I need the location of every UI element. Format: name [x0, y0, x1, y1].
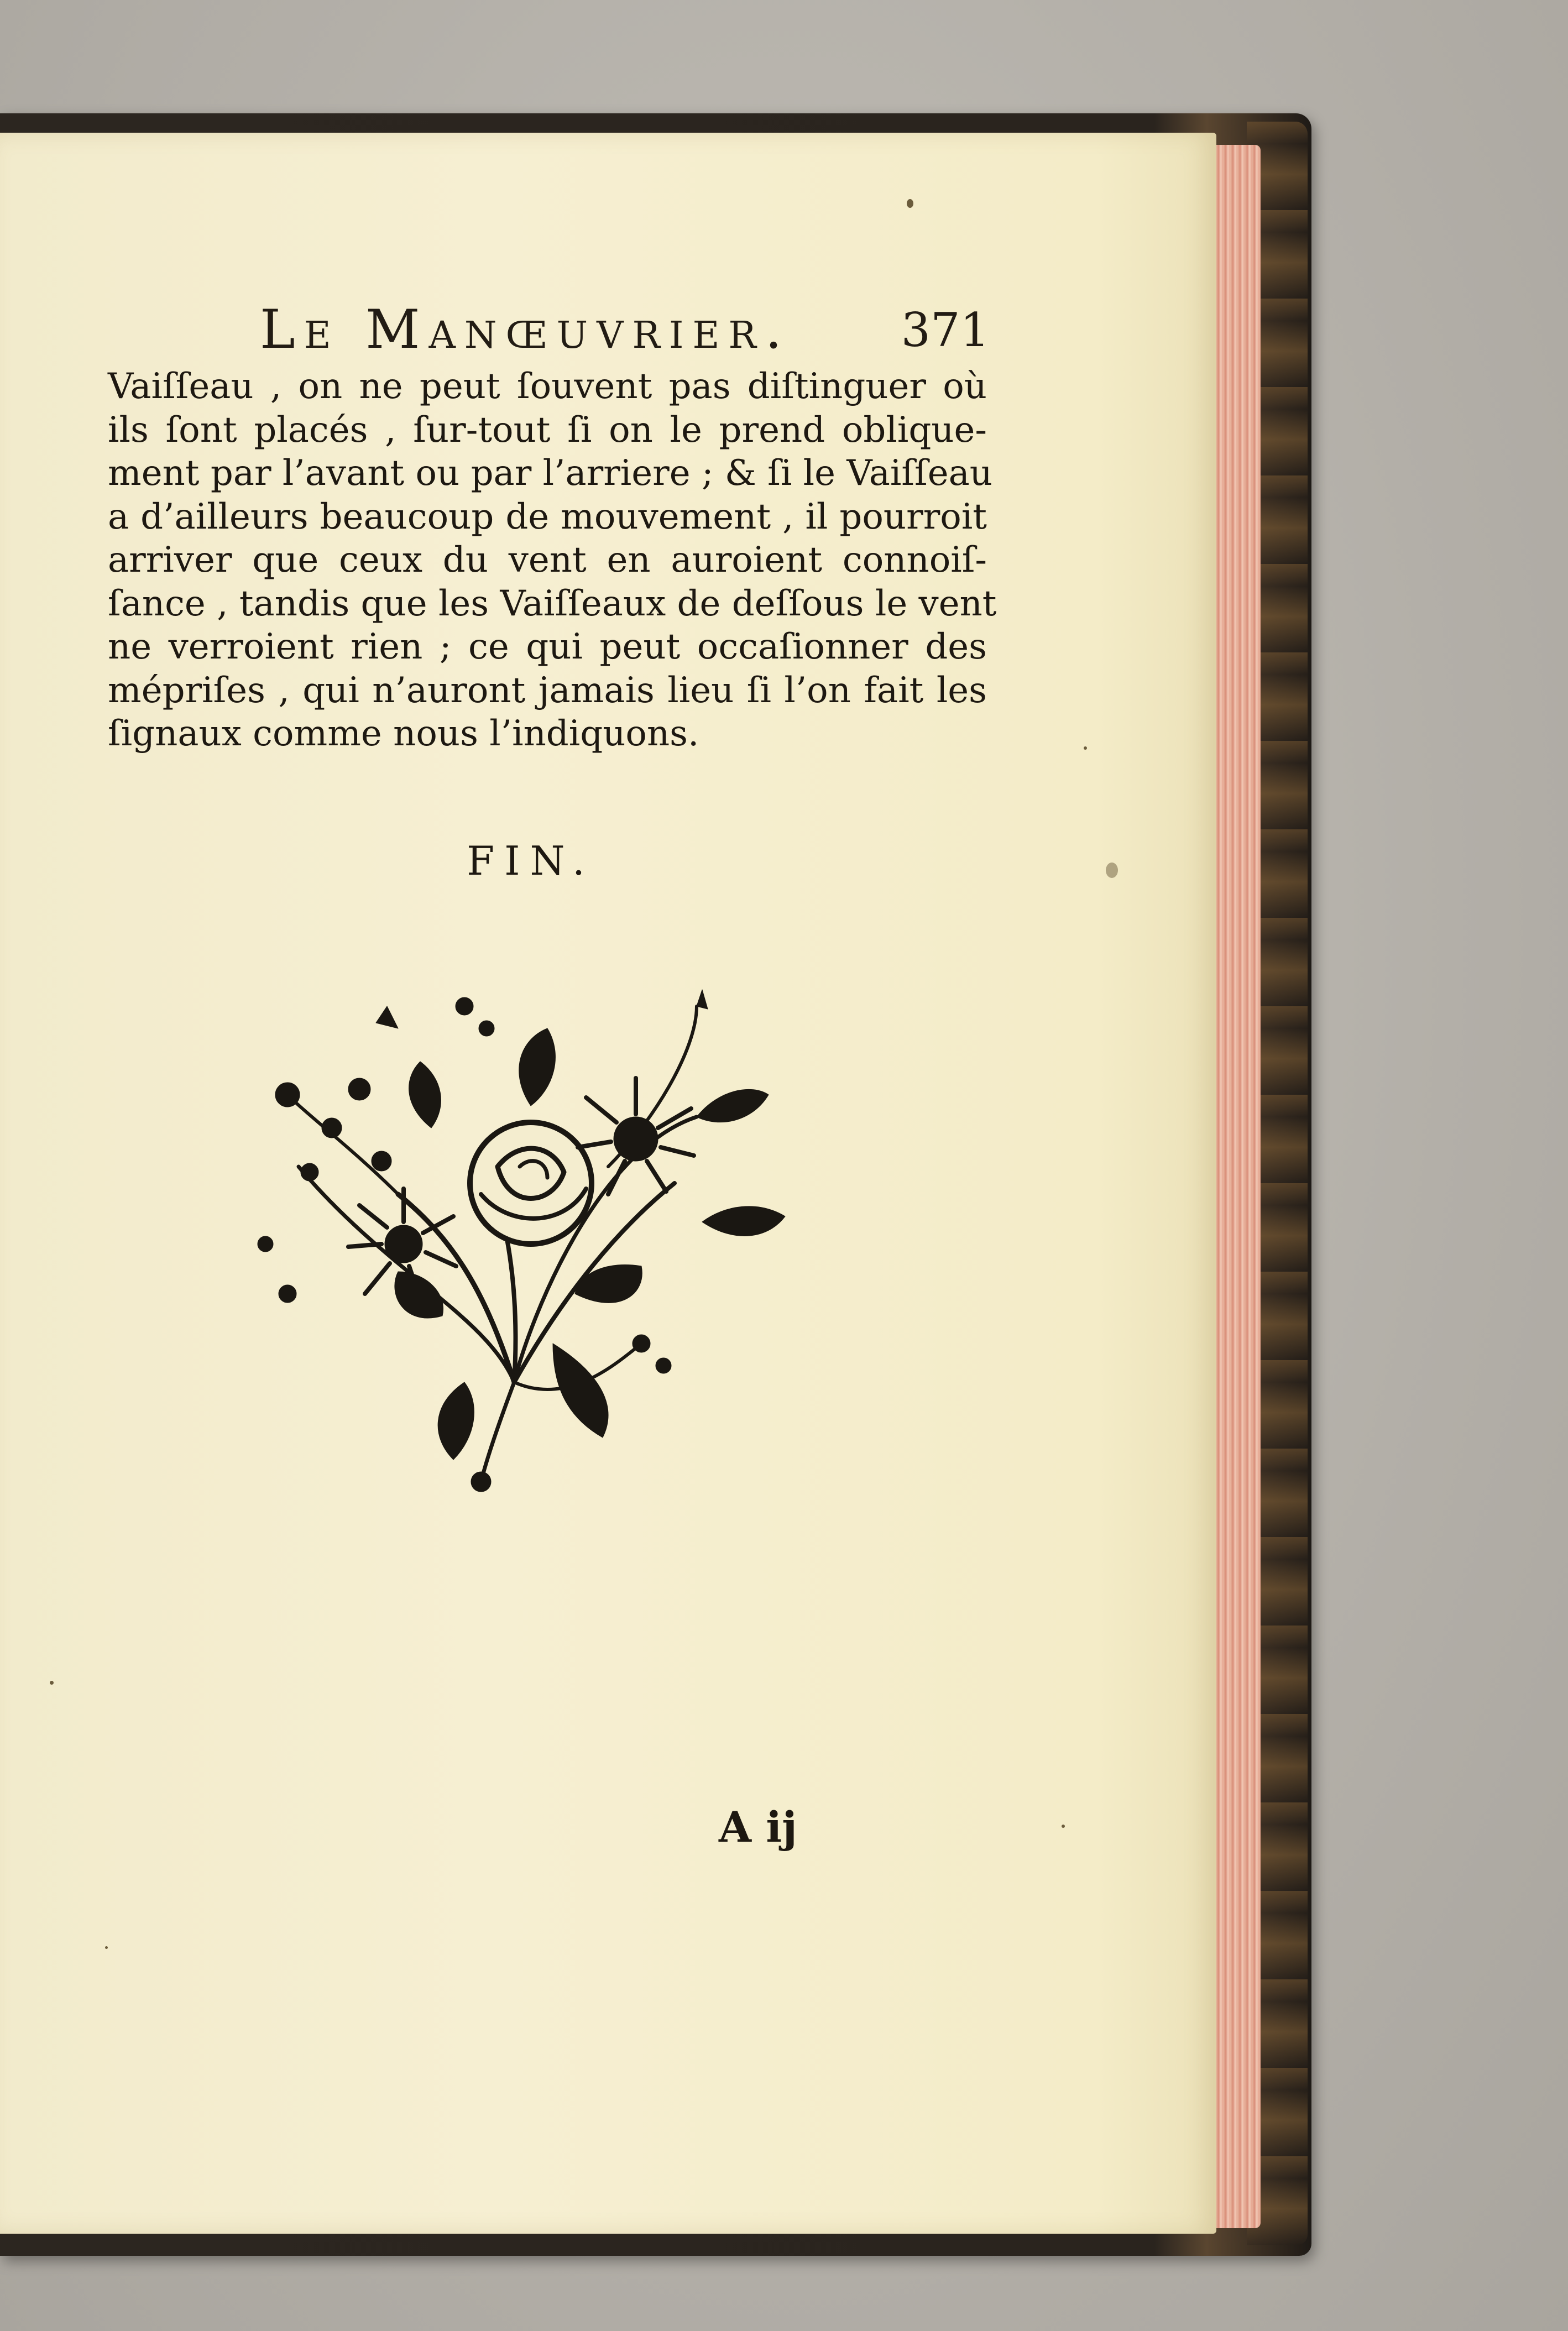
running-title: Le Manœuvrier. [260, 299, 791, 360]
text-line: ſignaux comme nous l’indiquons. [108, 713, 699, 754]
text-line: mépriſes , qui n’auront jamais lieu ſi l’on fait les [108, 670, 987, 711]
finis-heading: FIN. [467, 838, 595, 884]
text-line: ment par l’avant ou par l’arriere ; & ſi le Vaiſſeau [108, 453, 992, 494]
page-number: 371 [901, 303, 990, 357]
floral-bouquet-ornament-icon [221, 984, 829, 1493]
text-line: arriver que ceux du vent en auroient connoiſ- [108, 540, 987, 581]
text-line: Vaiſſeau , on ne peut ſouvent pas diſtinguer où [108, 366, 987, 407]
body-paragraph [108, 365, 997, 756]
running-head [260, 299, 990, 359]
text-line: ne verroient rien ; ce qui peut occaſionner des [108, 626, 987, 667]
text-line: ſance , tandis que les Vaiſſeaux de deſſous le vent [108, 583, 997, 624]
text-line: a d’ailleurs beaucoup de mouvement , il pourroit [108, 496, 987, 537]
text-line: ils ſont placés , ſur-tout ſi on le prend oblique- [108, 409, 987, 451]
signature-mark: A ij [719, 1802, 797, 1852]
